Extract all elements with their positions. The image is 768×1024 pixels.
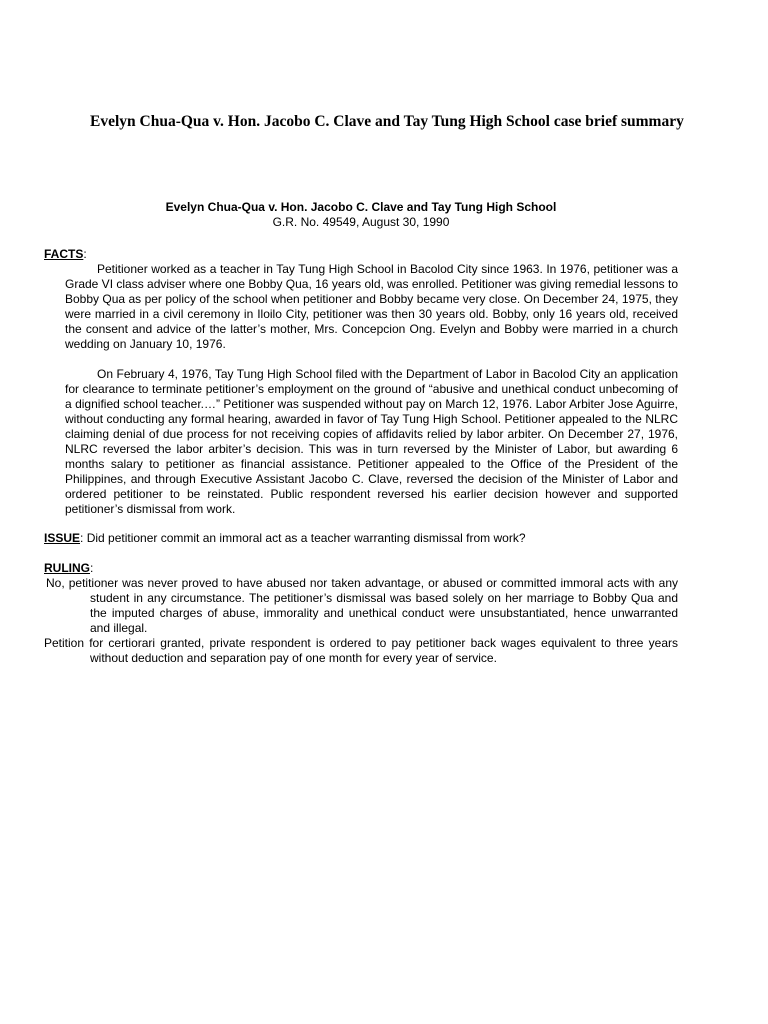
case-citation: G.R. No. 49549, August 30, 1990	[272, 215, 450, 229]
ruling-heading: RULING:	[44, 561, 94, 575]
facts-paragraph-2: On February 4, 1976, Tay Tung High School filed with the Department of Labor in Bacolod City an application for clearance to terminate petitioner’s employment on the ground of “abusive and unethical conduct unbecoming of a dignified school teacher.…” Petitioner was suspended without pay on March 12, 1976. Labor Arbiter Jose Aguirre, without conducting any formal hearing, awarded in favor of Tay Tung High School. Petitioner appealed to the NLRC claiming denial of due process for not receiving copies of affidavits relied by labor arbiter. On December 27, 1976, NLRC reversed the labor arbiter’s decision. This was in turn reversed by the Minister of Labor, but awarding 6 months salary to petitioner as financial assistance. Petitioner appealed to the Office of the President of the Philippines, and through Executive Assistant Jacobo C. Clave, reversed the decision of the Minister of Labor and ordered petitioner to be reinstated. Public respondent reversed his earlier decision however and supported petitioner’s dismissal from work.	[65, 367, 678, 516]
ruling-paragraph-2: Petition for certiorari granted, private respondent is ordered to pay petitioner back wages equivalent to three years without deduction and separation pay of one month for every year of service.	[44, 636, 678, 665]
case-heading	[44, 200, 678, 230]
ruling-paragraph-1: No, petitioner was never proved to have abused nor taken advantage, or abused or committed immoral acts with any student in any circumstance. The petitioner’s dismissal was based solely on her marriage to Bobby Qua and the imputed charges of abuse, immorality and unethical conduct were unsubstantiated, hence unwarranted and illegal.	[46, 576, 678, 635]
document-title: Evelyn Chua-Qua v. Hon. Jacobo C. Clave and Tay Tung High School case brief summary	[90, 113, 684, 130]
case-name: Evelyn Chua-Qua v. Hon. Jacobo C. Clave and Tay Tung High School	[165, 200, 557, 214]
facts-paragraph-1: Petitioner worked as a teacher in Tay Tung High School in Bacolod City since 1963. In 1976, petitioner was a Grade VI class adviser where one Bobby Qua, 16 years old, was enrolled. Petitioner was giving remedial lessons to Bobby Qua as per policy of the school when petitioner and Bobby became very close. On December 24, 1975, they were married in a civil ceremony in Iloilo City, petitioner was then 30 years old. Bobby, only 16 years old, received the consent and advice of the latter’s mother, Mrs. Concepcion Ong. Evelyn and Bobby were married in a church wedding on January 10, 1976.	[65, 262, 678, 351]
issue-text: Did petitioner commit an immoral act as a teacher warranting dismissal from work?	[86, 531, 526, 545]
facts-label: FACTS	[44, 247, 84, 261]
ruling-label: RULING	[44, 561, 90, 575]
issue-label: ISSUE	[44, 531, 81, 545]
issue-section: ISSUE: Did petitioner commit an immoral act as a teacher warranting dismissal from work?	[44, 531, 526, 545]
facts-heading: FACTS:	[44, 247, 87, 261]
document-body	[44, 200, 678, 666]
